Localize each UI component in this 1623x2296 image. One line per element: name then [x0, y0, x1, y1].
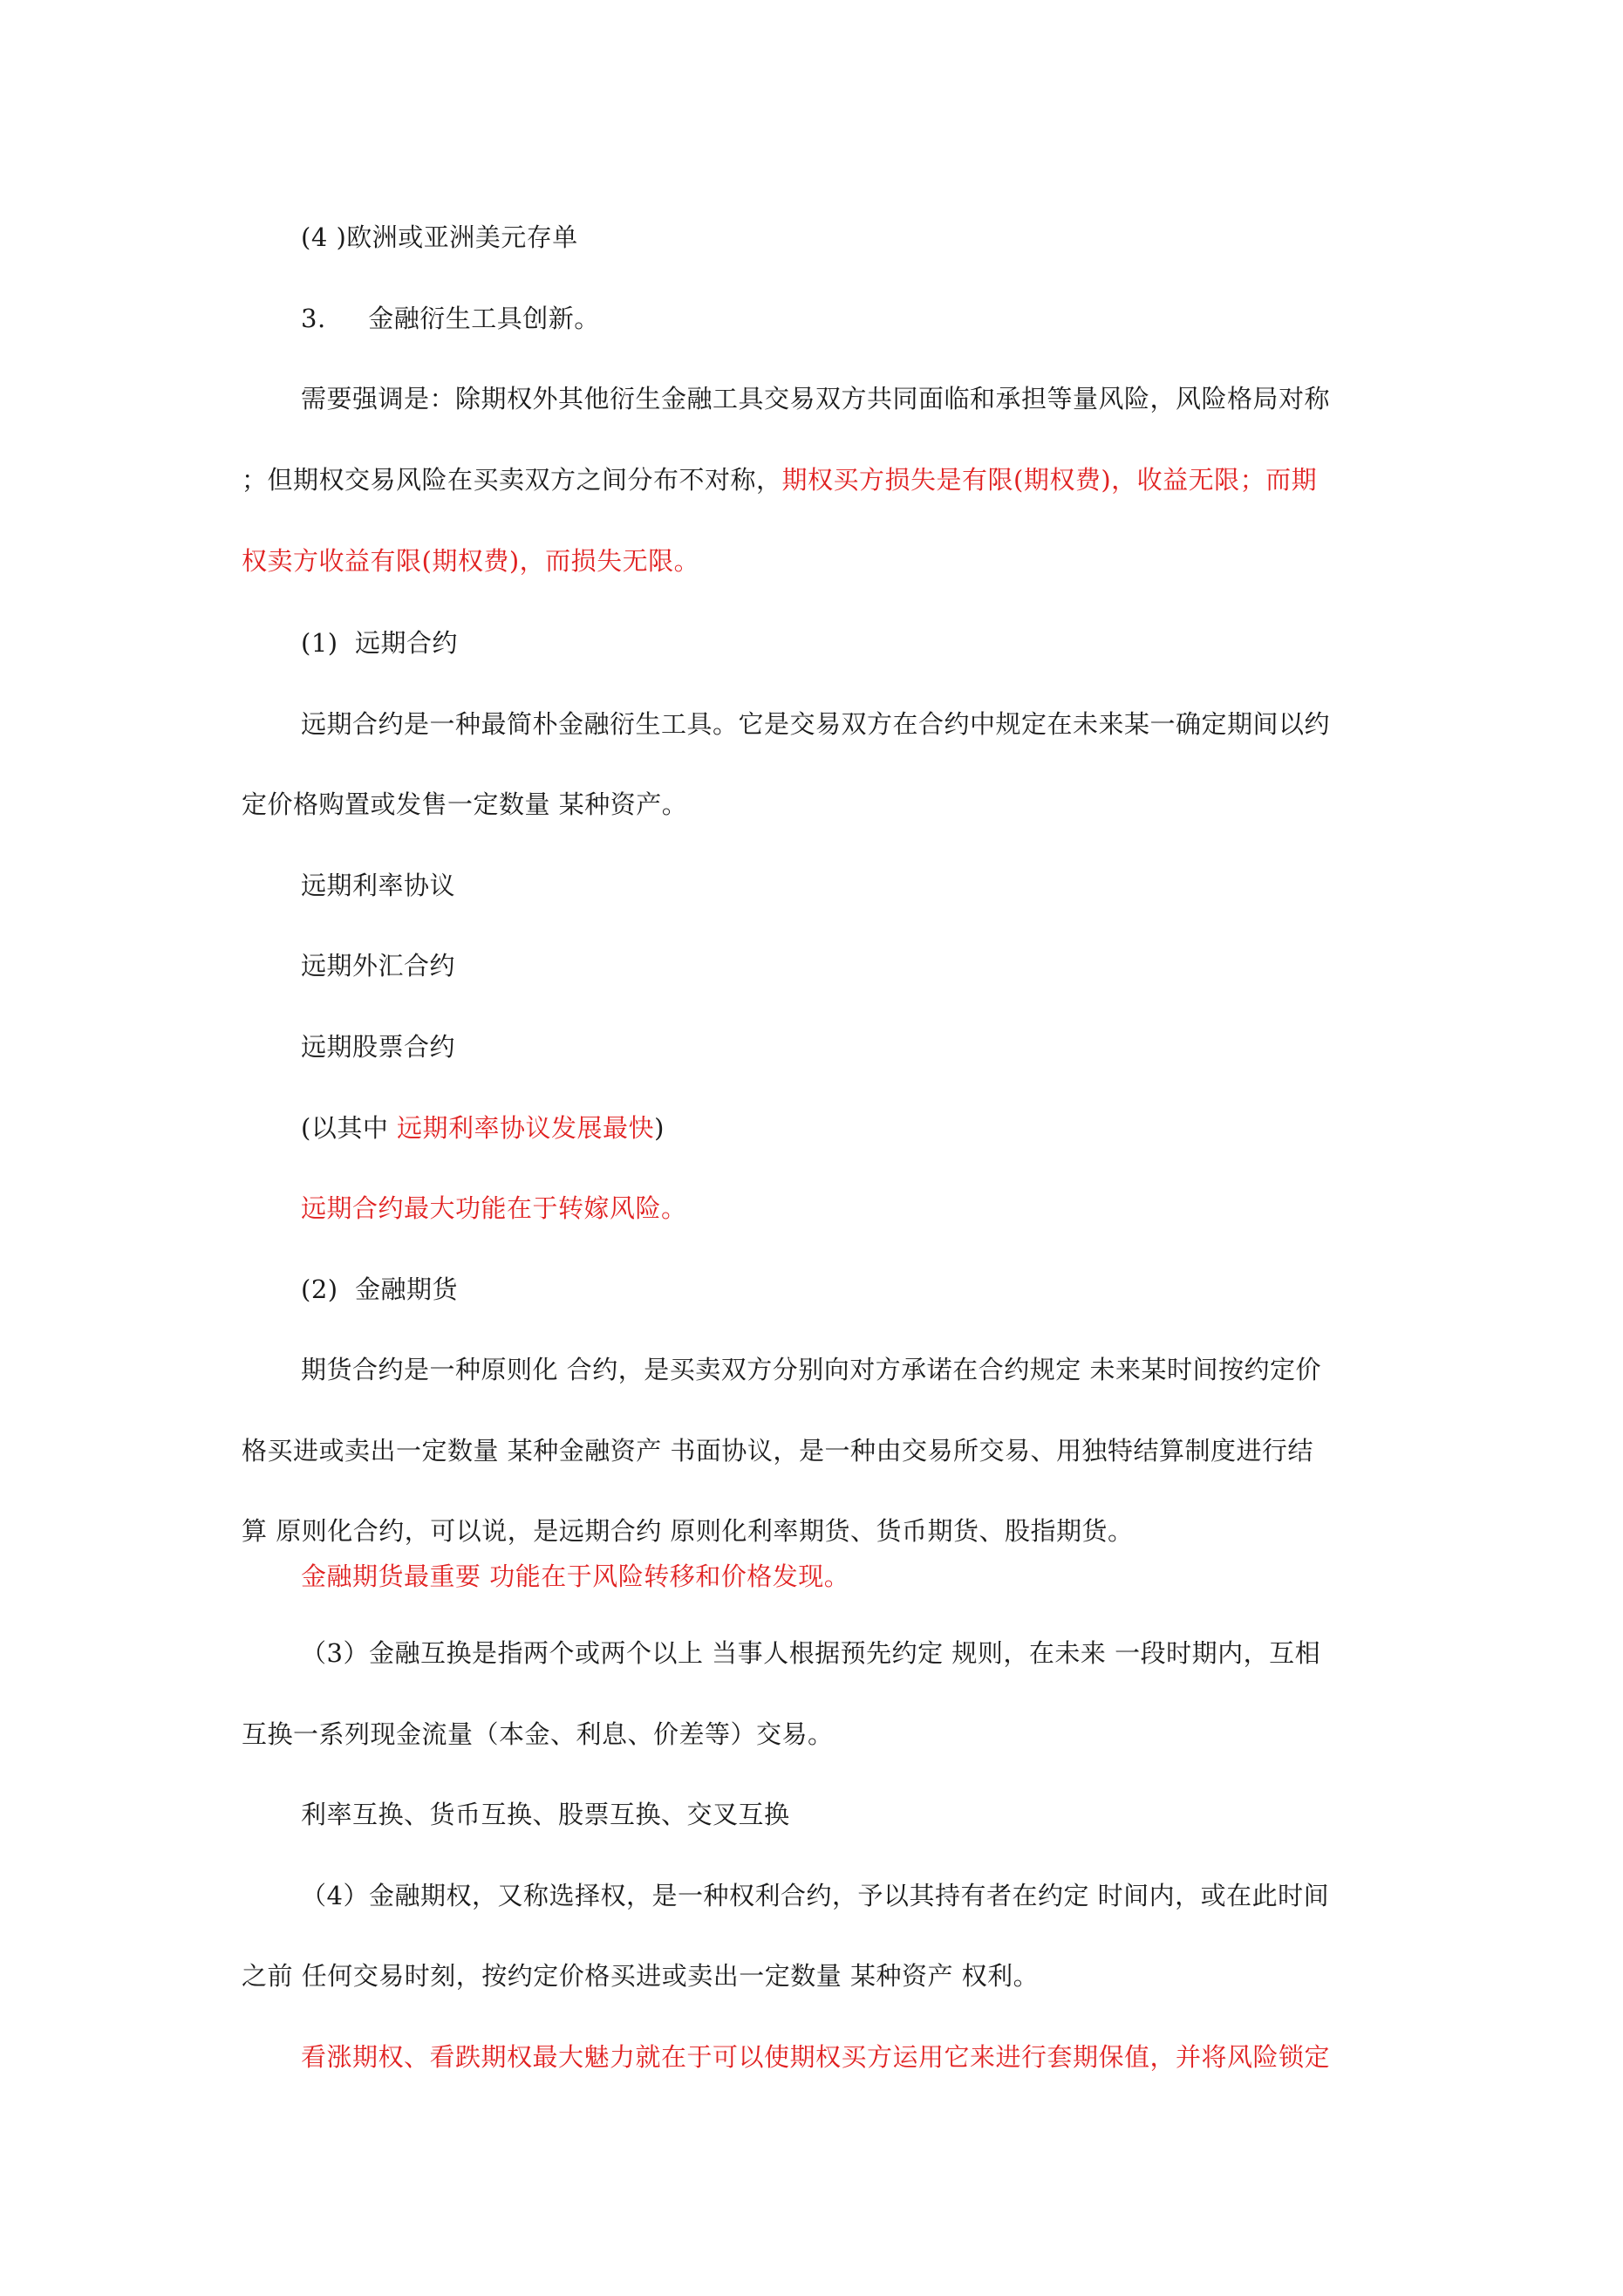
text-run-highlight: 期权买方损失是有限(期权费)，收益无限；而期 [781, 465, 1318, 495]
paragraph-option-line-1: （4）金融期权，又称选择权，是一种权利合约，予以其持有者在约定 时间内，或在此时间 [301, 1881, 1330, 1910]
text-run-plain: ；但期权交易风险在买卖双方之间分布不对称， [242, 465, 782, 495]
paragraph-futures-line-2: 格买进或卖出一定数量 某种金融资产 书面协议，是一种由交易所交易、用独特结算制度进行结 [242, 1436, 1313, 1466]
text-run-plain: (以其中 [301, 1113, 398, 1143]
paragraph-swap-line-2: 互换一系列现金流量（本金、利息、价差等）交易。 [242, 1719, 834, 1749]
paragraph-forward-line-2: 定价格购置或发售一定数量 某种资产。 [242, 789, 688, 819]
paragraph-emphasis-line-3: 权卖方收益有限(期权费)，而损失无限。 [242, 546, 700, 576]
section-heading-derivative-innovation: 3. 金融衍生工具创新。 [301, 304, 600, 333]
paragraph-futures-line-1: 期货合约是一种原则化 合约，是买卖双方分别向对方承诺在合约规定 未来某时间按约定价 [301, 1355, 1321, 1384]
text-run-highlight: 远期利率协议发展最快 [397, 1113, 655, 1143]
list-item-eurodollar-cd: (4 )欧洲或亚洲美元存单 [301, 222, 578, 252]
note-fastest-growth [301, 1110, 1461, 1145]
subheading-financial-futures: (2) 金融期货 [301, 1274, 459, 1304]
paragraph-forward-line-1: 远期合约是一种最简朴金融衍生工具。它是交易双方在合约中规定在未来某一确定期间以约 [301, 709, 1331, 739]
highlight-option-appeal: 看涨期权、看跌期权最大魅力就在于可以使期权买方运用它来进行套期保值，并将风险锁定 [301, 2042, 1331, 2072]
text-run-plain: ) [654, 1113, 665, 1143]
list-item-equity-forward: 远期股票合约 [301, 1032, 456, 1062]
list-item-fx-forward: 远期外汇合约 [301, 951, 456, 981]
subheading-forward-contract: (1) 远期合约 [301, 628, 459, 658]
paragraph-option-line-2: 之前 任何交易时刻，按约定价格买进或卖出一定数量 某种资产 权利。 [242, 1961, 1040, 1991]
paragraph-emphasis-line-1: 需要强调是：除期权外其他衍生金融工具交易双方共同面临和承担等量风险，风险格局对称 [301, 384, 1331, 413]
paragraph-emphasis-line-2 [242, 462, 1401, 497]
highlight-futures-function: 金融期货最重要 功能在于风险转移和价格发现。 [301, 1561, 850, 1591]
list-swap-types: 利率互换、货币互换、股票互换、交叉互换 [301, 1800, 790, 1829]
highlight-forward-function: 远期合约最大功能在于转嫁风险。 [301, 1193, 687, 1223]
paragraph-swap-line-1: （3）金融互换是指两个或两个以上 当事人根据预先约定 规则，在未来 一段时期内，互相 [301, 1638, 1321, 1668]
paragraph-futures-line-3: 算 原则化合约，可以说，是远期合约 原则化利率期货、货币期货、股指期货。 [242, 1516, 1134, 1546]
list-item-fra: 远期利率协议 [301, 871, 456, 900]
